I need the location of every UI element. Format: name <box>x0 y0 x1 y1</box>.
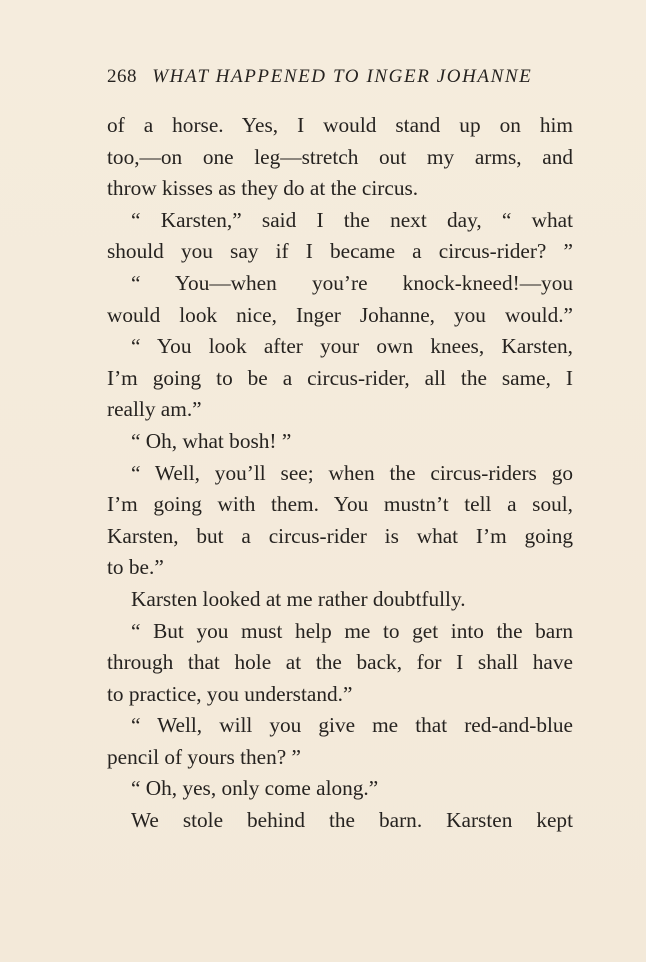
text-line: “ But you must help me to get into the barn <box>131 618 573 643</box>
text-line: “ Oh, yes, only come along.” <box>131 776 379 801</box>
text-line: “ You—when you’re knock-kneed!—you <box>131 270 573 295</box>
text-line: of a horse. Yes, I would stand up on him <box>107 113 573 137</box>
page-number: 268 <box>107 66 137 87</box>
text-line: to be.” <box>107 555 164 580</box>
text-line: should you say if I became a circus-rider? ” <box>107 239 573 264</box>
text-line: We stole behind the barn. Karsten kept <box>131 808 573 833</box>
text-line: I’m going with them. You mustn’t tell a soul, <box>107 492 573 517</box>
text-line: “ You look after your own knees, Karsten, <box>131 334 573 359</box>
text-line: would look nice, Inger Johanne, you would.” <box>107 302 573 327</box>
text-line: pencil of yours then? ” <box>107 744 301 769</box>
running-header <box>107 66 573 96</box>
text-line: “ Karsten,” said I the next day, “ what <box>131 207 573 232</box>
text-line: through that hole at the back, for I shall have <box>107 650 573 675</box>
text-line: Karsten looked at me rather doubtfully. <box>131 586 466 611</box>
text-line: “ Well, you’ll see; when the circus-riders go <box>131 460 573 485</box>
text-line: throw kisses as they do at the circus. <box>107 176 419 201</box>
text-line: to practice, you understand.” <box>107 681 353 706</box>
text-line: too,—on one leg—stretch out my arms, and <box>107 144 573 169</box>
text-line: “ Well, will you give me that red-and-blue <box>131 713 573 738</box>
text-line: really am.” <box>107 397 202 422</box>
text-line: I’m going to be a circus-rider, all the same, I <box>107 365 573 390</box>
body-text <box>107 110 573 837</box>
running-title: WHAT HAPPENED TO INGER JOHANNE <box>152 66 533 87</box>
text-line: Karsten, but a circus-rider is what I’m going <box>107 523 573 548</box>
text-line: “ Oh, what bosh! ” <box>131 428 292 453</box>
